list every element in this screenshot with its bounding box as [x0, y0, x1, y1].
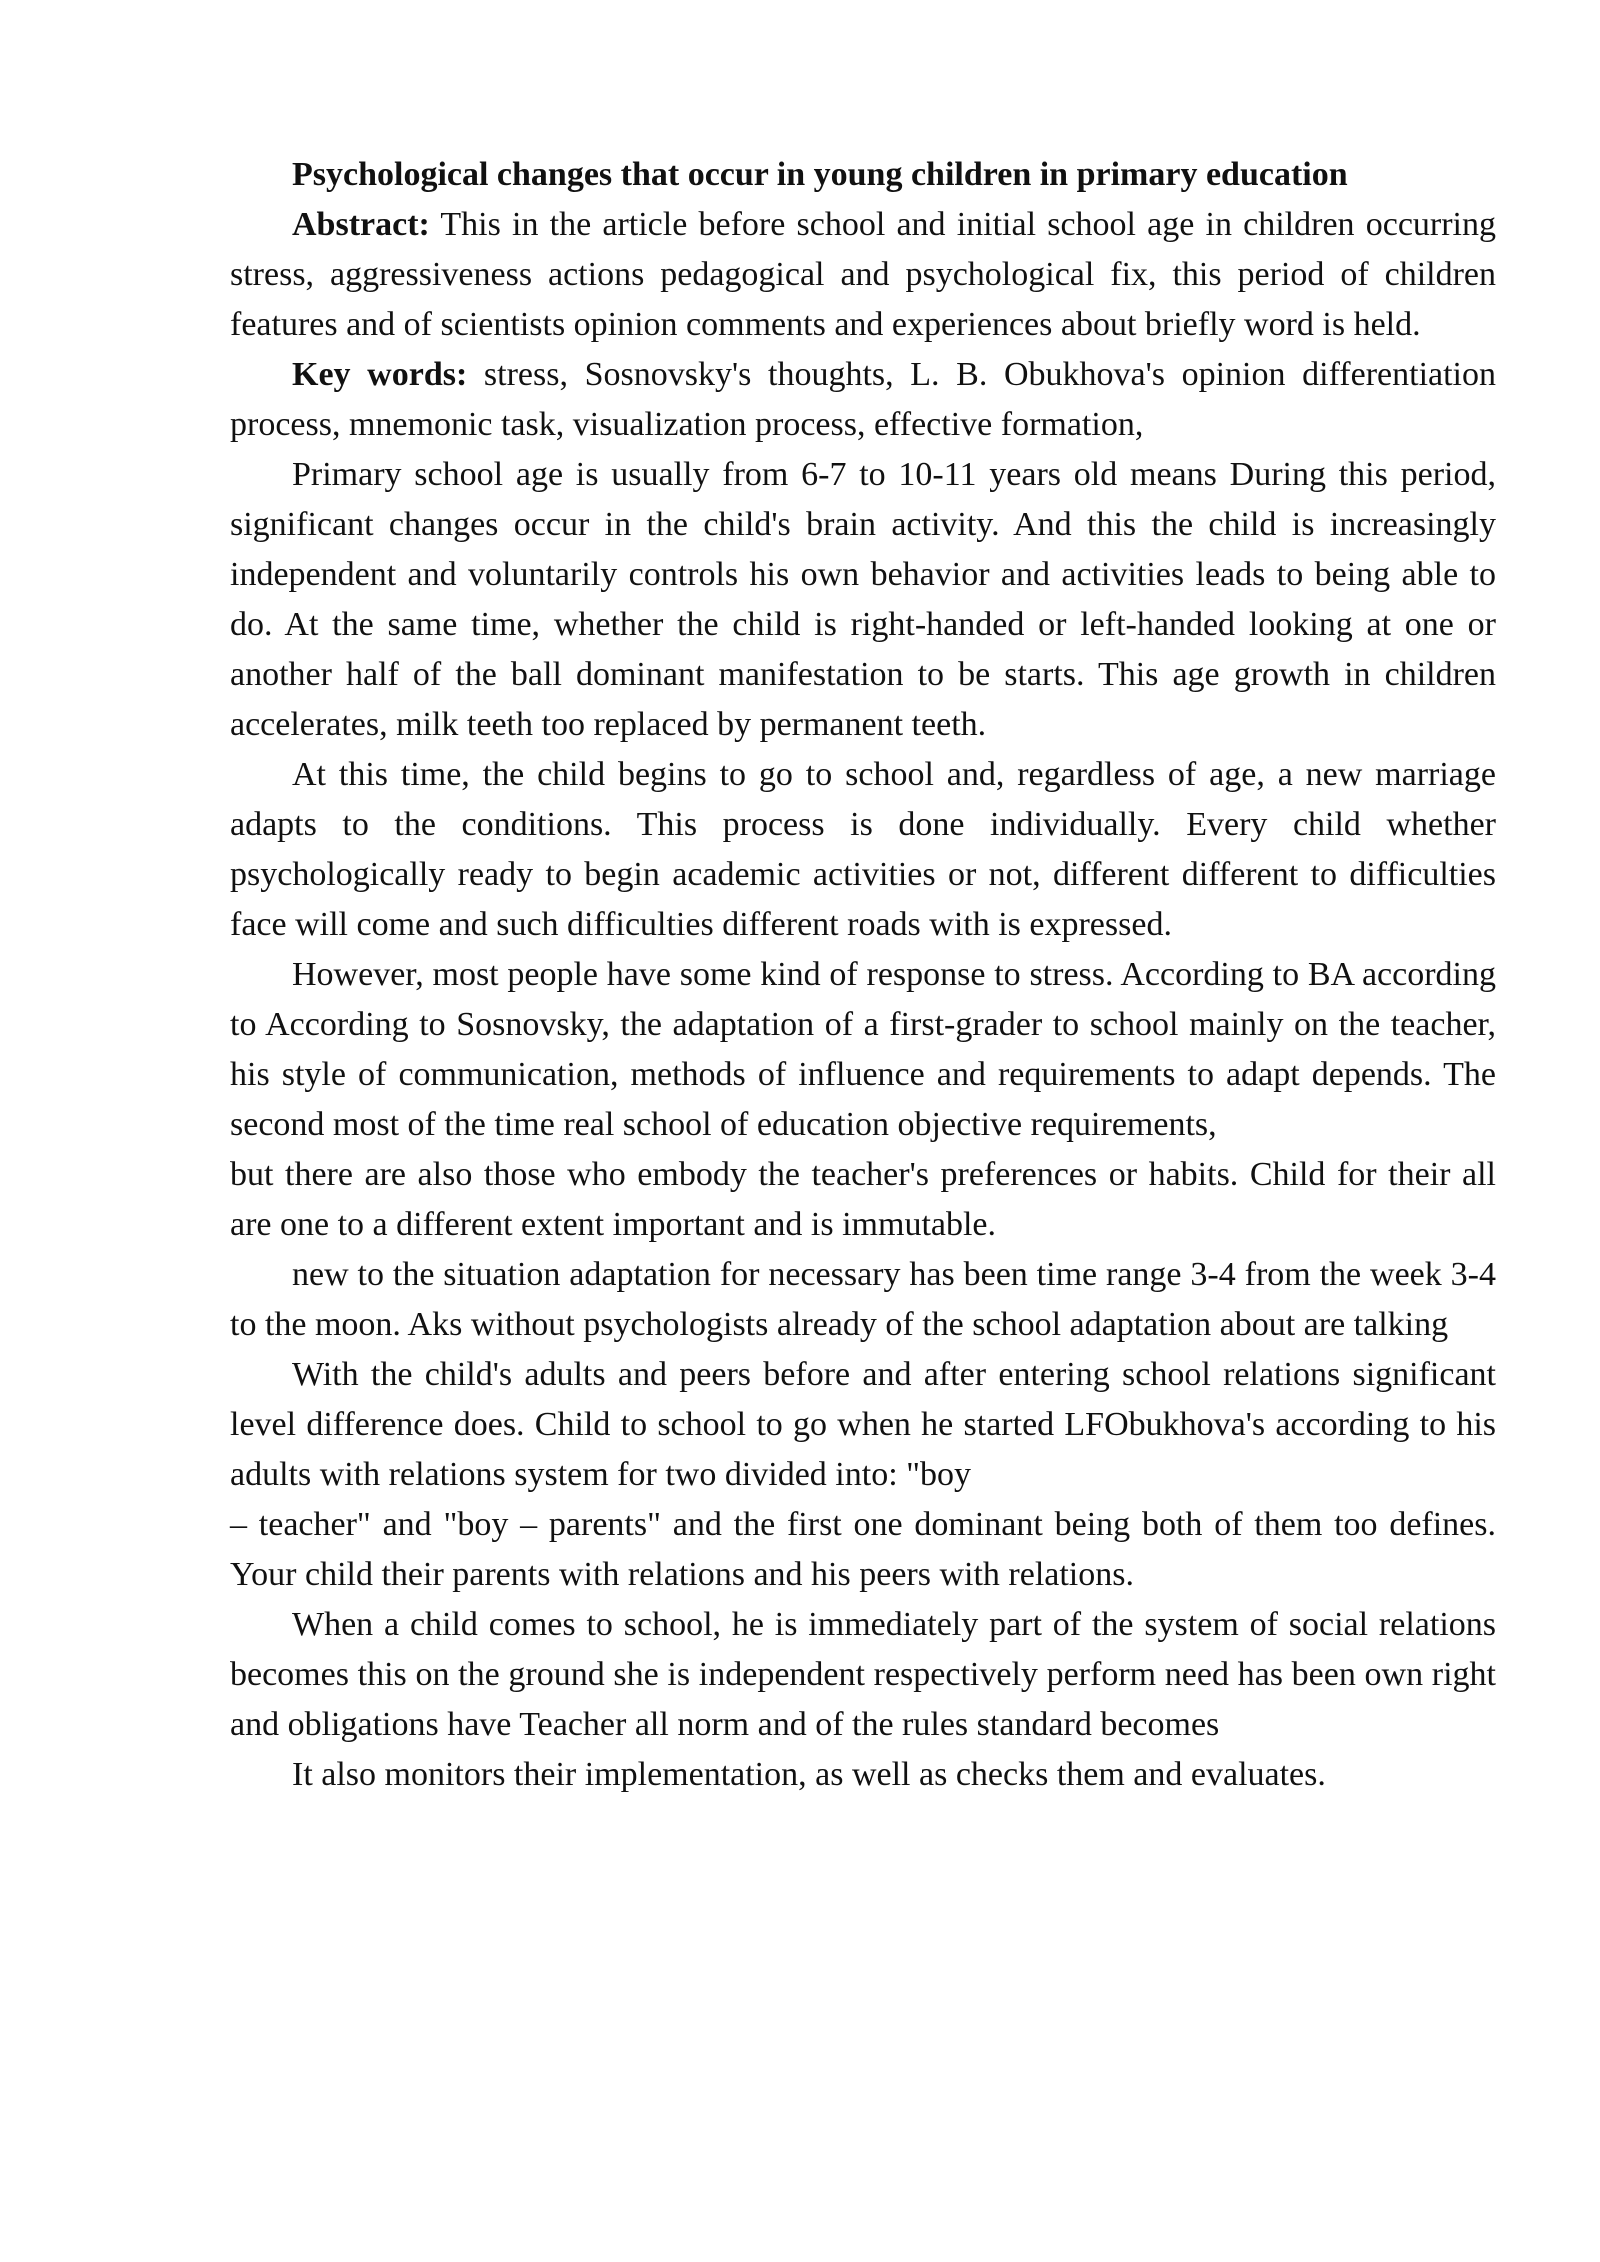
document-page: [230, 150, 1496, 1800]
body-paragraph: Primary school age is usually from 6-7 to 10-11 years old means During this period, significant changes occur in the child's brain activity. And this the child is increasingly independent and voluntarily controls his own behavior and activities leads to being able to do. At the same time, whether the child is right-handed or left-handed looking at one or another half of the ball dominant manifestation to be starts. This age growth in children accelerates, milk teeth too replaced by permanent teeth.: [230, 456, 1496, 743]
keywords-paragraph: [230, 350, 1496, 450]
body-paragraph: When a child comes to school, he is immediately part of the system of social relations becomes this on the ground she is independent respectively perform need has been own right and obligations have Teacher all norm and of the rules standard becomes: [230, 1606, 1496, 1743]
document-title: Psychological changes that occur in young children in primary education: [292, 156, 1348, 193]
body-paragraph: but there are also those who embody the teacher's preferences or habits. Child for their all are one to a different extent important and is immutable.: [230, 1156, 1496, 1243]
abstract-text: This in the article before school and initial school age in children occurring stress, aggressiveness actions pedagogical and psychological fix, this period of children features and of scientists opinion comments and experiences about briefly word is held.: [230, 206, 1496, 343]
body-paragraph: With the child's adults and peers before and after entering school relations significant level difference does. Child to school to go when he started LFObukhova's according to his adults with relations system for two divided into: "boy: [230, 1356, 1496, 1493]
body-paragraph: – teacher" and "boy – parents" and the first one dominant being both of them too defines. Your child their parents with relations and his peers with relations.: [230, 1506, 1496, 1593]
abstract-label: Abstract:: [292, 206, 430, 243]
abstract-paragraph: [230, 200, 1496, 350]
body-paragraph: It also monitors their implementation, as well as checks them and evaluates.: [292, 1756, 1326, 1793]
body-paragraph: At this time, the child begins to go to school and, regardless of age, a new marriage adapts to the conditions. This process is done individually. Every child whether psychologically ready to begin academic activities or not, different different to difficulties face will come and such difficulties different roads with is expressed.: [230, 756, 1496, 943]
keywords-text: stress, Sosnovsky's thoughts, L. B. Obukhova's opinion differentiation process, mnemonic task, visualization process, effective formation,: [230, 356, 1496, 443]
keywords-label: Key words:: [292, 356, 468, 393]
body-paragraph: However, most people have some kind of response to stress. According to BA according to According to Sosnovsky, the adaptation of a first-grader to school mainly on the teacher, his style of communication, methods of influence and requirements to adapt depends. The second most of the time real school of education objective requirements,: [230, 956, 1496, 1143]
body-paragraph: new to the situation adaptation for necessary has been time range 3-4 from the week 3-4 to the moon. Aks without psychologists already of the school adaptation about are talking: [230, 1256, 1496, 1343]
